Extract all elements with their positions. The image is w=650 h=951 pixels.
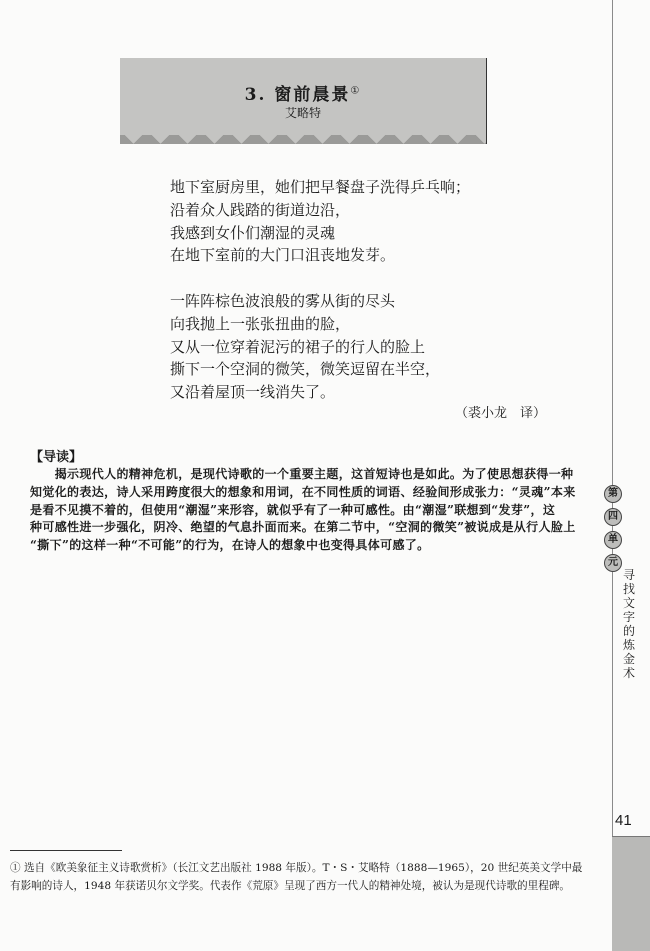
- poem-line: 向我抛上一张张扭曲的脸，: [170, 314, 351, 333]
- page-edge-tab: [612, 836, 650, 951]
- zigzag-decoration: [120, 135, 486, 144]
- poem-line: 我感到女仆们潮湿的灵魂: [170, 223, 336, 242]
- unit-char: 单: [604, 531, 622, 549]
- guide-heading: 【导读】: [30, 450, 83, 465]
- translator-credit: （裘小龙 译）: [455, 406, 547, 421]
- poem-line: 地下室厨房里，她们把早餐盘子洗得乒乓响；: [170, 178, 471, 196]
- poem-line: 又从一位穿着泥污的裙子的行人的脸上: [170, 337, 426, 356]
- guide-paragraph: [30, 466, 600, 555]
- unit-char: 元: [604, 554, 622, 572]
- poem: [170, 176, 470, 404]
- author: 艾略特: [284, 106, 321, 120]
- guide-line: 是看不见摸不着的，但使用“潮湿”来形容，就似乎有了一种可感性。由“潮湿”联想到“发芽”，这: [30, 502, 556, 517]
- poem-line: 撕下一个空洞的微笑，微笑逗留在半空，: [170, 360, 441, 379]
- footnote-rule: [10, 850, 122, 851]
- stanza-gap: [170, 267, 470, 290]
- lesson-header-banner: [120, 58, 487, 144]
- guide-line: 知觉化的表达，诗人采用跨度很大的想象和用词，在不同性质的词语、经验间形成张力：“灵魂”本来: [30, 484, 576, 499]
- unit-char: 四: [604, 508, 622, 526]
- guide-line: 种可感性进一步强化，阴冷、绝望的气息扑面而来。在第二节中，“空洞的微笑”被说成是从行人脸上: [30, 520, 576, 535]
- unit-char: 第: [604, 485, 622, 503]
- margin-divider: [612, 0, 613, 950]
- page-number: 41: [615, 812, 632, 829]
- footnote-line: ① 选自《欧美象征主义诗歌赏析》（长江文艺出版社 1988 年版）。T・S・艾略特（1888—1965），20 世纪英美文学中最: [10, 862, 583, 874]
- unit-badge: [604, 485, 622, 577]
- guide-line: “撕下”的这样一种“不可能”的行为，在诗人的想象中也变得具体可感了。: [30, 538, 430, 553]
- poem-line: 又沿着屋顶一线消失了。: [170, 383, 336, 402]
- footnote: [10, 859, 582, 895]
- poem-line: 在地下室前的大门口沮丧地发芽。: [170, 246, 396, 265]
- guide-line: 揭示现代人的精神危机，是现代诗歌的一个重要主题，这首短诗也是如此。为了使思想获得一种: [30, 467, 574, 481]
- footnote-line: 有影响的诗人，1948 年获诺贝尔文学奖。代表作《荒原》呈现了西方一代人的精神处境，被认为是现代诗歌的里程碑。: [10, 880, 571, 892]
- poem-line: 一阵阵棕色波浪般的雾从街的尽头: [170, 291, 396, 310]
- lesson-title: [120, 80, 486, 105]
- unit-title: 寻找文字的炼金术: [622, 568, 635, 680]
- poem-line: 沿着众人践踏的街道边沿，: [170, 200, 351, 219]
- title-text: 3. 窗前晨景: [244, 85, 351, 105]
- footnote-mark: ①: [350, 85, 362, 97]
